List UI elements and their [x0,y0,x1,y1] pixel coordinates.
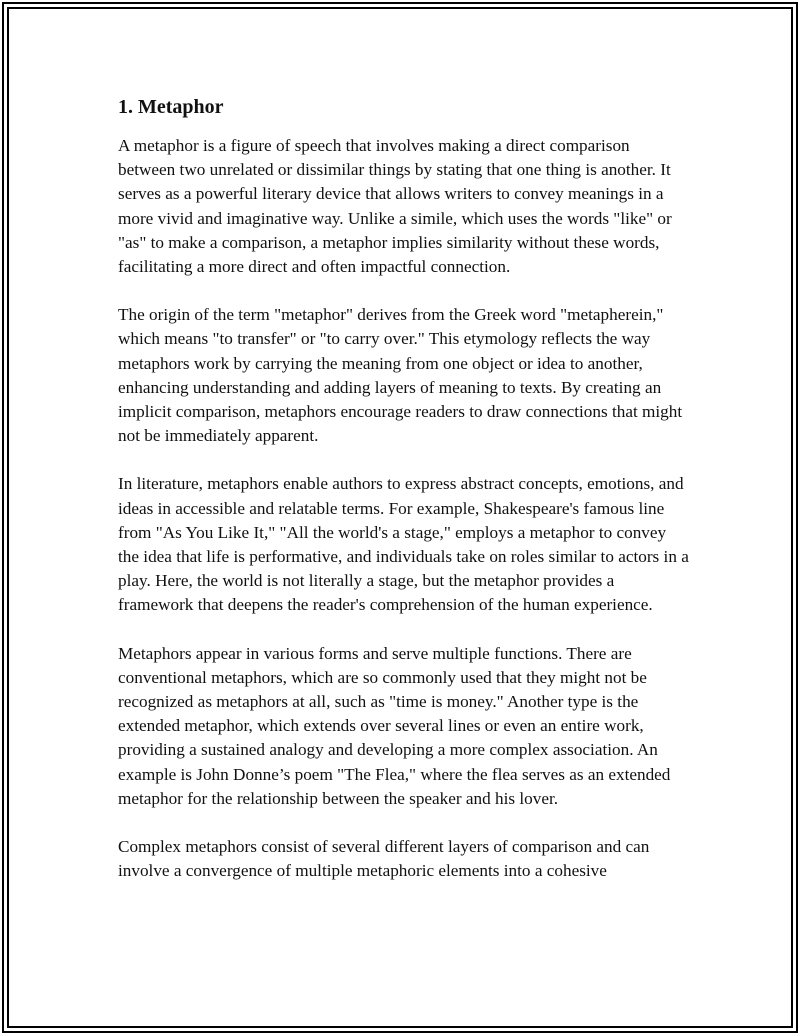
document-content [118,94,690,907]
paragraph-literature: In literature, metaphors enable authors to express abstract concepts, emotions, and ideas in accessible and relatable terms. For example, Shakespeare's famous line from "As You Like It," "All the world's a stage," employs a metaphor to convey the idea that life is performative, and individuals take on roles similar to actors in a play. Here, the world is not literally a stage, but the metaphor provides a framework that deepens the reader's comprehension of the human experience. [118,474,689,615]
section-title: 1. Metaphor [118,96,224,118]
paragraph-origin: The origin of the term "metaphor" derives from the Greek word "metapherein," which means "to transfer" or "to carry over." This etymology reflects the way metaphors work by carrying the meaning from one object or idea to another, enhancing understanding and adding layers of meaning to texts. By creating an implicit comparison, metaphors encourage readers to draw connections that might not be immediately apparent. [118,305,683,446]
paragraph-definition: A metaphor is a figure of speech that involves making a direct comparison between two unrelated or dissimilar things by stating that one thing is another. It serves as a powerful literary device that allows writers to convey meanings in a more vivid and imaginative way. Unlike a simile, which uses the words "like" or "as" to make a comparison, a metaphor implies similarity without these words, facilitating a more direct and often impactful connection. [118,136,672,277]
paragraph-complex: Complex metaphors consist of several different layers of comparison and can involve a convergence of multiple metaphoric elements into a cohesive [118,837,650,881]
paragraph-forms: Metaphors appear in various forms and serve multiple functions. There are conventional metaphors, which are so commonly used that they might not be recognized as metaphors at all, such as "time is money." Another type is the extended metaphor, which extends over several lines or even an entire work, providing a sustained analogy and developing a more complex association. An example is John Donne’s poem "The Flea," where the flea serves as an extended metaphor for the relationship between the speaker and his lover. [118,643,671,808]
